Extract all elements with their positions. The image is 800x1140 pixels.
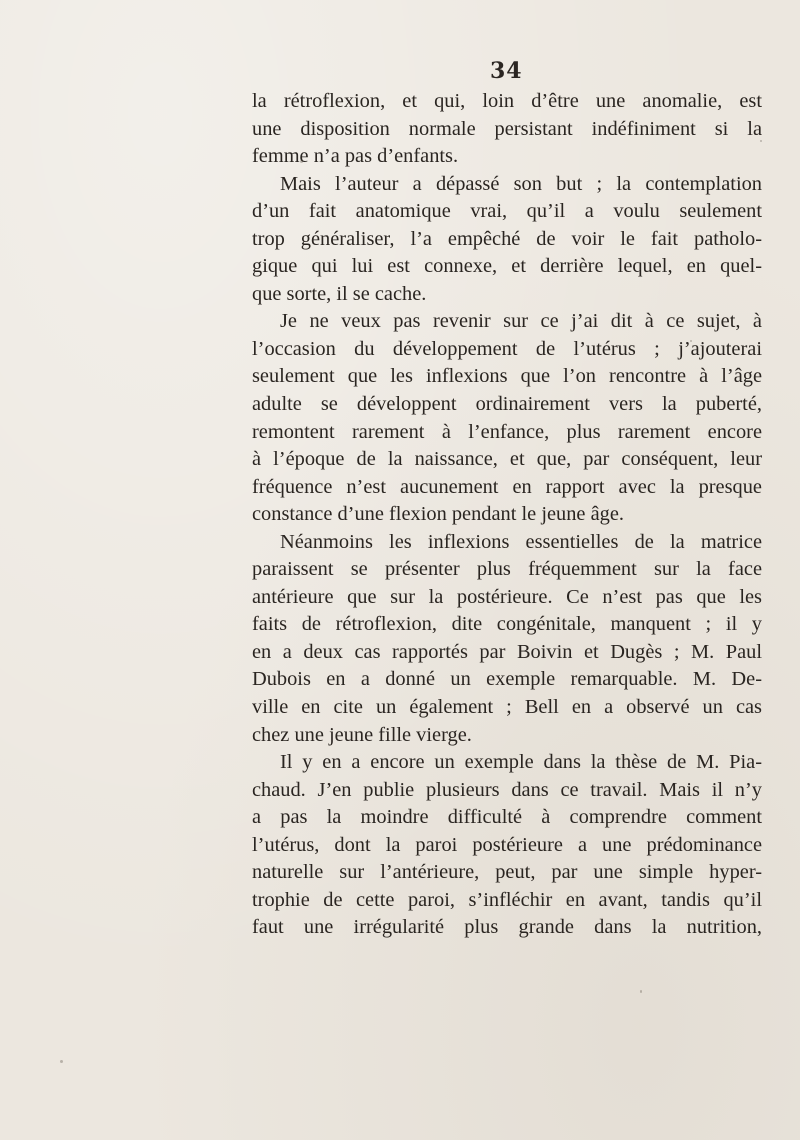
text-line: Il y en a encore un exemple dans la thèse de M. Pia- [280, 751, 762, 774]
text-line: que sorte, il se cache. [252, 282, 427, 305]
text-line: seulement que les inflexions que l’on rencontre à l’âge [252, 365, 762, 388]
paper-speck [690, 340, 692, 342]
page-number: 34 [490, 58, 523, 84]
paper-speck [640, 990, 642, 993]
text-line: trophie de cette paroi, s’infléchir en avant, tandis qu’il [252, 888, 762, 911]
text-line: Néanmoins les inflexions essentielles de la matrice [280, 530, 762, 553]
text-line: femme n’a pas d’enfants. [252, 145, 459, 168]
text-line: paraissent se présenter plus fréquemment sur la face [252, 558, 762, 581]
text-line: fréquence n’est aucunement en rapport avec la presque [252, 475, 762, 498]
text-line: Dubois en a donné un exemple remarquable. M. De- [252, 668, 762, 691]
text-line: constance d’une flexion pendant le jeune âge. [252, 503, 624, 526]
text-line: adulte se développent ordinairement vers la puberté, [252, 393, 762, 416]
paper-speck [300, 160, 303, 163]
text-line: une disposition normale persistant indéfiniment si la [252, 117, 762, 140]
text-line: l’occasion du développement de l’utérus ; j’ajouterai [252, 337, 762, 360]
text-line: antérieure que sur la postérieure. Ce n’est pas que les [252, 585, 762, 608]
text-line: gique qui lui est connexe, et derrière lequel, en quel- [252, 255, 762, 278]
text-line: d’un fait anatomique vrai, qu’il a voulu seulement [252, 200, 762, 223]
text-line: remontent rarement à l’enfance, plus rarement encore [252, 420, 762, 443]
text-line: en a deux cas rapportés par Boivin et Dugès ; M. Paul [252, 640, 762, 663]
text-line: ville en cite un également ; Bell en a observé un cas [252, 696, 762, 719]
text-line: à l’époque de la naissance, et que, par conséquent, leur [252, 448, 762, 471]
text-line: faits de rétroflexion, dite congénitale, manquent ; il y [252, 613, 762, 636]
text-line: a pas la moindre difficulté à comprendre comment [252, 806, 762, 829]
text-line: l’utérus, dont la paroi postérieure a une prédominance [252, 833, 762, 856]
paper-speck [60, 1060, 63, 1063]
text-line: la rétroflexion, et qui, loin d’être une anomalie, est [252, 90, 762, 112]
text-line: naturelle sur l’antérieure, peut, par une simple hyper- [252, 861, 762, 884]
body-text [252, 88, 762, 942]
text-line: faut une irrégularité plus grande dans la nutrition, [252, 916, 762, 939]
text-line: chaud. J’en publie plusieurs dans ce travail. Mais il n’y [252, 778, 762, 801]
text-line: trop généraliser, l’a empêché de voir le fait patholo- [252, 227, 762, 250]
text-line: Je ne veux pas revenir sur ce j’ai dit à ce sujet, à [280, 310, 762, 333]
text-line: Mais l’auteur a dépassé son but ; la contemplation [280, 172, 762, 195]
paper-speck [760, 140, 762, 142]
text-line: chez une jeune fille vierge. [252, 723, 472, 746]
